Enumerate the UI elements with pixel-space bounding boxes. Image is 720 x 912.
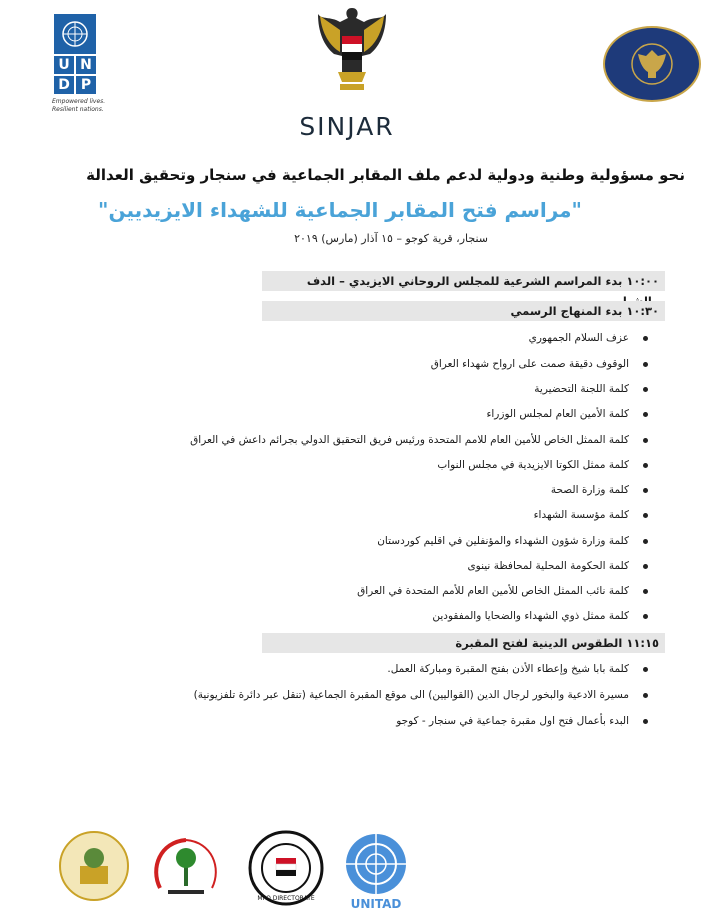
list-item-text: مسيرة الادعية والبخور لرجال الدين (القواليين) الى موقع المقبرة الجماعية (تنقل عبر دائرة تلفزيونية) [193, 689, 629, 701]
schedule-section-1000: ١٠:٠٠ بدء المراسم الشرعية للمجلس الروحاني الايزيدي – الدف [262, 271, 665, 291]
list-item [194, 689, 648, 701]
bullet-icon [643, 693, 648, 698]
list-item [396, 715, 648, 727]
undp-letter-n: N [76, 56, 96, 74]
list-item-text: كلمة مؤسسة الشهداء [533, 509, 629, 521]
undp-tagline-line2: Resilient nations. [52, 106, 104, 113]
schedule-section-1115: ١١:١٥ الطقوس الدينية لفتح المقبرة [262, 633, 665, 653]
list-item-text: كلمة ممثل ذوي الشهداء والضحايا والمفقودين [432, 610, 629, 622]
date-location-line: سنجار، قرية كوجو – ١٥ آذار (مارس) ٢٠١٩ [294, 232, 488, 245]
iraqi-government-seal-icon [603, 26, 701, 102]
list-item [529, 332, 648, 344]
bullet-icon [643, 362, 648, 367]
list-item-text: كلمة اللجنة التحضيرية [534, 383, 629, 395]
list-item [534, 509, 648, 521]
list-item [387, 663, 648, 675]
bullet-icon [643, 336, 648, 341]
list-item-text: كلمة بابا شيخ وإعطاء الأذن بفتح المقبرة ومباركة العمل. [387, 663, 629, 675]
bullet-icon [643, 614, 648, 619]
document-title: نحو مسؤولية وطنية ودولية لدعم ملف المقابر الجماعية في سنجار وتحقيق العدالة [86, 166, 685, 184]
list-item-text: كلمة نائب الممثل الخاص للأمين العام للأمم المتحدة في العراق [357, 585, 629, 597]
bullet-icon [643, 719, 648, 724]
unitad-text: UNITAD [350, 897, 402, 908]
bullet-icon [643, 463, 648, 468]
sinjar-logo-text: SINJAR [299, 112, 395, 141]
list-item [377, 535, 648, 547]
un-globe-icon [54, 14, 96, 54]
list-item [357, 585, 648, 597]
list-item [486, 408, 648, 420]
list-item [190, 434, 648, 446]
health-ministry-logo-icon [146, 828, 226, 908]
un-emblem-icon [336, 828, 416, 908]
schedule-section-1030: ١٠:٣٠ بدء المنهاج الرسمي [262, 301, 665, 321]
undp-letter-p: P [76, 76, 96, 94]
list-item-text: كلمة الحكومة المحلية لمحافظة نينوى [467, 560, 629, 572]
bullet-icon [643, 667, 648, 672]
bullet-icon [643, 564, 648, 569]
iraq-eagle-emblem-icon [312, 2, 392, 98]
undp-letter-d: D [54, 76, 74, 94]
undp-logo-icon [52, 14, 104, 114]
list-item [431, 358, 648, 370]
bullet-icon [643, 488, 648, 493]
list-item [437, 459, 648, 471]
bullet-icon [643, 438, 648, 443]
list-item-text: كلمة وزارة الصحة [550, 484, 629, 496]
ceremony-subtitle: "مراسم فتح المقابر الجماعية للشهداء الايزيديين" [98, 198, 582, 222]
list-item [534, 383, 648, 395]
list-item [432, 610, 648, 622]
forensic-ring-text: MPO DIRECTORATE [257, 895, 315, 902]
undp-letter-u: U [54, 56, 74, 74]
undp-tagline-line1: Empowered lives. [52, 98, 106, 105]
bullet-icon [643, 589, 648, 594]
list-item-text: كلمة ممثل الكوتا الايزيدية في مجلس النواب [437, 459, 629, 471]
forensic-directorate-logo-icon [246, 828, 326, 908]
list-item [467, 560, 648, 572]
list-item-text: الوقوف دقيقة صمت على ارواح شهداء العراق [430, 358, 629, 370]
list-item-text: البدء بأعمال فتح اول مقبرة جماعية في سنجار - كوجو [396, 715, 629, 727]
list-item [551, 484, 648, 496]
bullet-icon [643, 513, 648, 518]
list-item-text: كلمة وزارة شؤون الشهداء والمؤنفلين في اقليم كوردستان [377, 535, 629, 547]
bullet-icon [643, 539, 648, 544]
list-item-text: كلمة الأمين العام لمجلس الوزراء [486, 408, 629, 420]
list-item-text: كلمة الممثل الخاص للأمين العام للامم المتحدة ورئيس فريق التحقيق الدولي بجرائم داعش في العراق [190, 434, 629, 446]
bullet-icon [643, 387, 648, 392]
undp-tagline [52, 98, 122, 114]
bullet-icon [643, 412, 648, 417]
list-item-text: عزف السلام الجمهوري [528, 332, 629, 344]
ministry-logo-icon [56, 828, 136, 908]
